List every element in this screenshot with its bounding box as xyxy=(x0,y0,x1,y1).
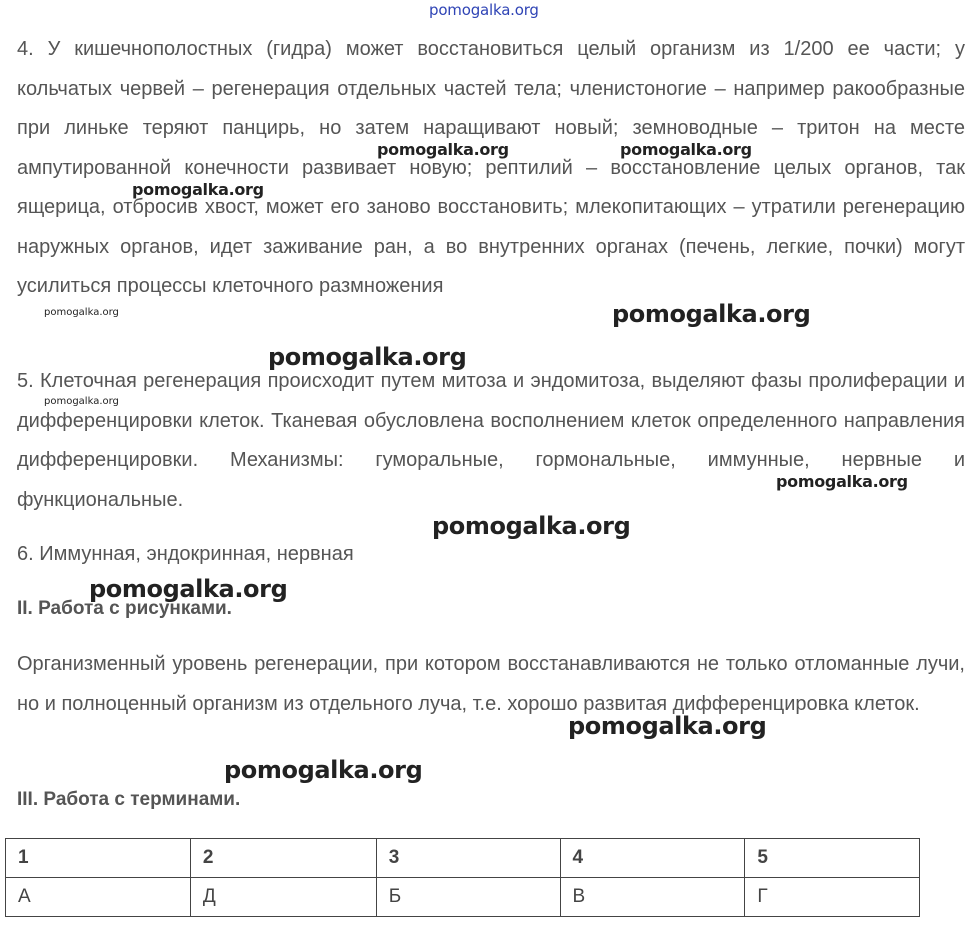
table-cell: А xyxy=(6,878,191,917)
watermark: pomogalka.org xyxy=(568,712,767,740)
terms-answer-table xyxy=(5,838,920,917)
answer-paragraph-5: 5. Клеточная регенерация происходит путем митоза и эндомитоза, выделяют фазы пролиферации и дифференцировки клеток. Тканевая обусловлена восполнением клеток определенного направления дифференцировки. Механизмы: гуморальные, гормональные, иммунные, нервные и функциональные. xyxy=(17,370,965,511)
watermark: pomogalka.org xyxy=(224,756,423,784)
watermark: pomogalka.org xyxy=(432,512,631,540)
answer-paragraph-6: 6. Иммунная, эндокринная, нервная xyxy=(17,543,354,565)
pictures-answer-paragraph: Организменный уровень регенерации, при котором восстанавливаются не только отломанные лучи, но и полноценный организм из отдельного луча, т.е. хорошо развитая дифференцировка клеток. xyxy=(17,653,965,715)
watermark: pomogalka.org xyxy=(377,140,509,159)
watermark: pomogalka.org xyxy=(776,472,908,491)
watermark: pomogalka.org xyxy=(612,300,811,328)
watermark-top: pomogalka.org xyxy=(429,1,539,19)
table-cell: В xyxy=(560,878,745,917)
answer-paragraph-4: 4. У кишечнополостных (гидра) может восстановиться целый организм из 1/200 ее части; у кольчатых червей – регенерация отдельных частей тела; членистоногие – например ракообразные при линьке теряют панцирь, но затем наращивают новый; земноводные – тритон на месте ампутированной конечности развивает новую; рептилий – восстановление целых органов, так ящерица, отбросив хвост, может его заново восстановить; млекопитающих – утратили регенерацию наружных органов, идет заживание ран, а во внутренних органах (печень, легкие, почки) могут усилиться процессы клеточного размножения xyxy=(17,38,965,297)
table-header-row xyxy=(6,839,920,878)
table-header-cell: 5 xyxy=(745,839,920,878)
table-header-cell: 3 xyxy=(376,839,560,878)
table-header-cell: 2 xyxy=(190,839,376,878)
table-header-cell: 4 xyxy=(560,839,745,878)
table-cell: Д xyxy=(190,878,376,917)
watermark: pomogalka.org xyxy=(620,140,752,159)
table-header-cell: 1 xyxy=(6,839,191,878)
watermark: pomogalka.org xyxy=(44,307,119,318)
section-heading-terms: III. Работа с терминами. xyxy=(17,789,241,810)
watermark: pomogalka.org xyxy=(89,575,288,603)
section-heading-pictures: II. Работа с рисунками. xyxy=(17,598,232,619)
watermark: pomogalka.org xyxy=(132,180,264,199)
table-cell: Г xyxy=(745,878,920,917)
table-row xyxy=(6,878,920,917)
table-cell: Б xyxy=(376,878,560,917)
watermark: pomogalka.org xyxy=(44,396,119,407)
watermark: pomogalka.org xyxy=(268,343,467,371)
